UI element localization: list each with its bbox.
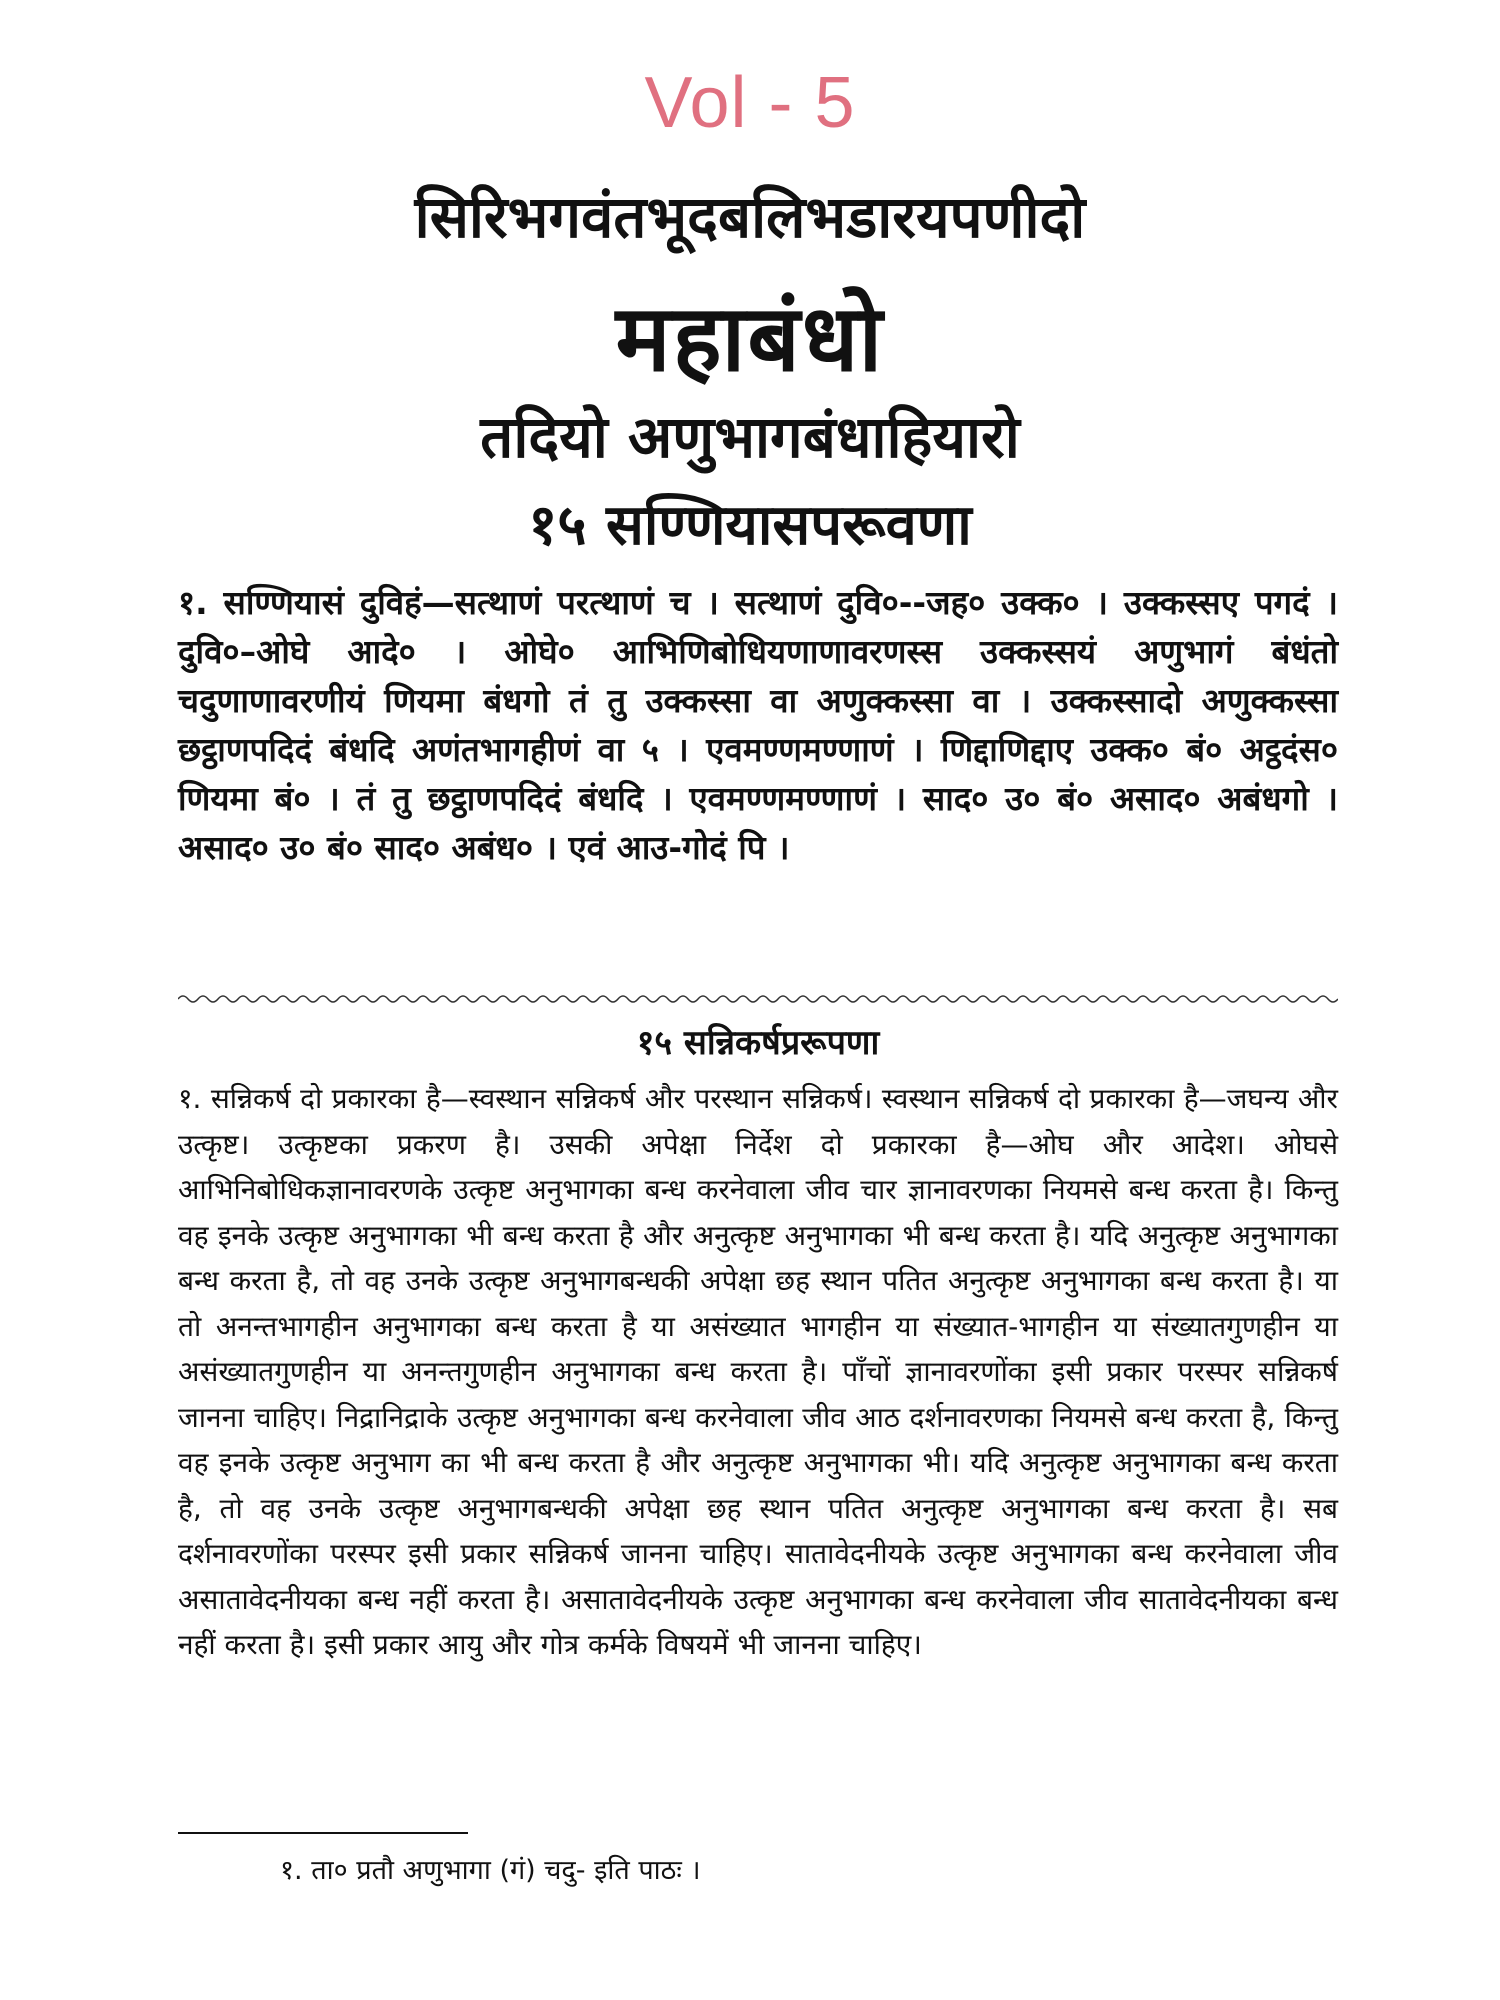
hindi-paragraph: १. सन्निकर्ष दो प्रकारका है—स्वस्थान सन्निकर्ष और परस्थान सन्निकर्ष। स्वस्थान सन्निकर्ष दो प्रकारका है—जघन्य और उत्कृष्ट। उत्कृष्टका प्रकरण है। उसकी अपेक्षा निर्देश दो प्रकारका है—ओघ और आदेश। ओघसे आभिनिबोधिकज्ञानावरणके उत्कृष्ट अनुभागका बन्ध करनेवाला जीव चार ज्ञानावरणका नियमसे बन्ध करता है। किन्तु वह इनके उत्कृष्ट अनुभागका भी बन्ध करता है और अनुत्कृष्ट अनुभागका भी बन्ध करता है। यदि अनुत्कृष्ट अनुभागका बन्ध करता है, तो वह उनके उत्कृष्ट अनुभागबन्धकी अपेक्षा छह स्थान पतित अनुत्कृष्ट अनुभागका बन्ध करता है। या तो अनन्तभागहीन अनुभागका बन्ध करता है या असंख्यात भागहीन या संख्यात-भागहीन या संख्यातगुणहीन या असंख्यातगुणहीन या अनन्तगुणहीन अनुभागका बन्ध करता है। पाँचों ज्ञानावरणोंका इसी प्रकार परस्पर सन्निकर्ष जानना चाहिए। निद्रानिद्राके उत्कृष्ट अनुभागका बन्ध करनेवाला जीव आठ दर्शनावरणका नियमसे बन्ध करता है, किन्तु वह इनके उत्कृष्ट अनुभाग का भी बन्ध करता है और अनुत्कृष्ट अनुभागका भी। यदि अनुत्कृष्ट अनुभागका बन्ध करता है, तो वह उनके उत्कृष्ट अनुभागबन्धकी अपेक्षा छह स्थान पतित अनुत्कृष्ट अनुभागका बन्ध करता है। सब दर्शनावरणोंका परस्पर इसी प्रकार सन्निकर्ष जानना चाहिए। सातावेदनीयके उत्कृष्ट अनुभागका बन्ध करनेवाला जीव असातावेदनीयका बन्ध नहीं करता है। असातावेदनीयके उत्कृष्ट अनुभागका बन्ध करनेवाला जीव सातावेदनीयका बन्ध नहीं करता है। इसी प्रकार आयु और गोत्र कर्मके विषयमें भी जानना चाहिए।: [178, 1082, 1338, 1661]
page-title: महाबंधो: [615, 285, 885, 392]
footnote: १. ता० प्रतौ अणुभागा (गं) चदु- इति पाठः ।: [280, 1855, 701, 1886]
prakrit-paragraph: १. सण्णियासं दुविहं—सत्थाणं परत्थाणं च । सत्थाणं दुवि०--जह० उक्क० । उक्कस्सए पगदं । दुवि०–ओघे आदे० । ओघे० आभिणिबोधियणाणावरणस्स उक्कस्सयं अणुभागं बंधंतो चदुणाणावरणीयं णियमा बंधगो तं तु उक्कस्सा वा अणुक्कस्सा वा । उक्कस्सादो अणुक्कस्सा छट्ठाणपदिदं बंधदि अणंतभागहीणं वा ५ । एवमण्णमण्णाणं । णिद्दाणिद्दाए उक्क० बं० अट्ठदंस० णियमा बं० । तं तु छट्ठाणपदिदं बंधदि । एवमण्णमण्णाणं । साद० उ० बं० असाद० अबंधगो । असाद० उ० बं० साद० अबंध० । एवं आउ-गोदं पि ।: [178, 583, 1338, 867]
section-heading: १५ सण्णियासपरूवणा: [528, 493, 972, 558]
author-line: सिरिभगवंतभूदबलिभडारयपणीदो: [414, 183, 1086, 251]
chapter-subtitle: तदियो अणुभागबंधाहियारो: [480, 403, 1020, 471]
footnote-rule: [178, 1832, 468, 1834]
wavy-divider: [178, 992, 1338, 1006]
hindi-section-heading: १५ सन्निकर्षप्ररूपणा: [636, 1023, 880, 1063]
volume-label: Vol - 5: [644, 63, 856, 143]
